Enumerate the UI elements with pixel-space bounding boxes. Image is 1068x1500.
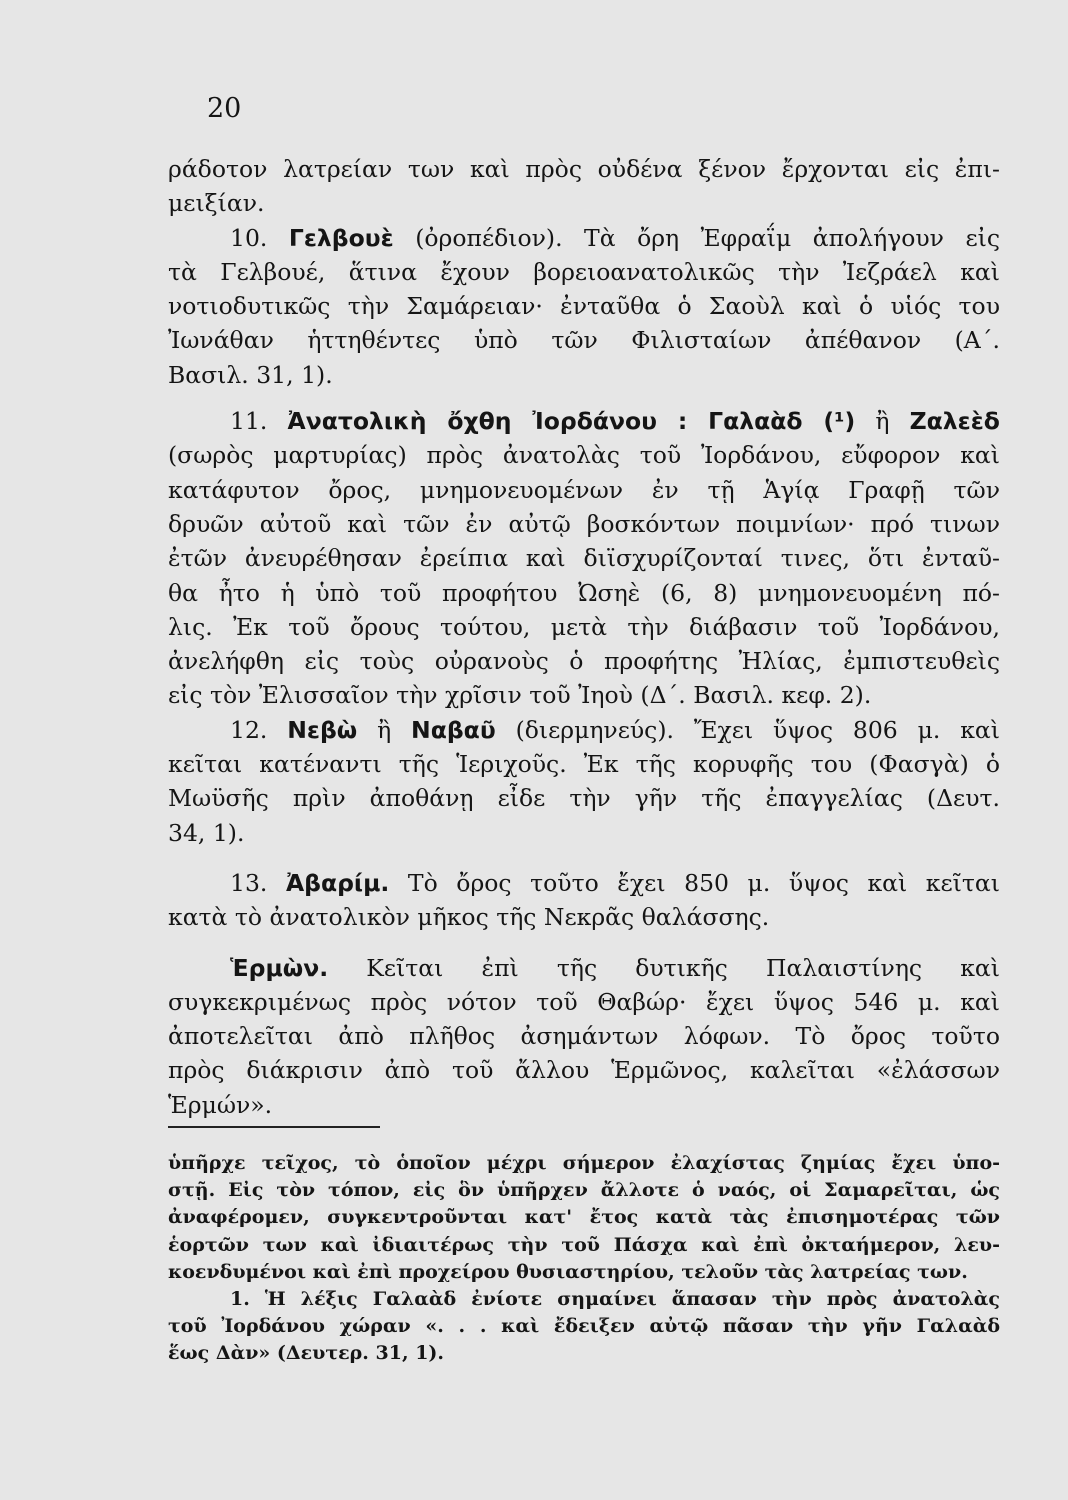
text-run: Τὸ ὄρος τοῦτο ἔχει 850 μ. ὕψος καὶ κεῖται [407,868,1000,897]
entry-heading-hermon: Ἑρμὼν. [230,953,329,982]
text-line: κατὰ τὸ ἀνατολικὸν μῆκος τῆς Νεκρᾶς θαλάσσης. [168,903,770,932]
text-line: Βασιλ. 31, 1). [168,360,333,389]
text-line: ράδοτον λατρείαν των καὶ πρὸς οὐδένα ξένον ἔρχονται εἰς ἐπι- [168,155,1000,183]
text-line: ἀνελήφθη εἰς τοὺς οὐρανοὺς ὁ προφήτης Ἠλίας, ἐμπιστευθεὶς [168,647,1000,676]
paragraph-number: 11. [230,407,268,436]
text-line: Ἰωνάθαν ἡττηθέντες ὑπὸ τῶν Φιλισταίων ἀπέθανον (Α΄. [168,326,1000,355]
text-line: εἰς τὸν Ἐλισσαῖον τὴν χρῖσιν τοῦ Ἰηοὺ (Δ΄. Βασιλ. κεφ. 2). [168,681,872,710]
paragraph-12-first-line [168,713,1000,747]
entry-heading-avarim: Ἀβαρίμ. [285,868,390,897]
paragraph-number: 12. [230,715,268,744]
text-line: Μωϋσῆς πρὶν ἀποθάνῃ εἶδε τὴν γῆν τῆς ἐπαγγελίας (Δευτ. [168,784,1000,813]
entry-heading-gelboue: Γελβουὲ [288,223,394,252]
paragraph-10-first-line [168,221,1000,255]
text-line: λις. Ἐκ τοῦ ὄρους τούτου, μετὰ τὴν διάβασιν τοῦ Ἰορδάνου, [168,612,1000,641]
entry-heading-nevo: Νεβὼ [287,715,358,744]
footnote-line: κοενδυμένοι καὶ ἐπὶ προχείρου θυσιαστηρίου, τελοῦν τὰς λατρείας των. [168,1260,968,1283]
text-line: πρὸς διάκρισιν ἀπὸ τοῦ ἄλλου Ἑρμῶνος, καλεῖται «ἐλάσσων [168,1056,1000,1085]
text-line: μειξίαν. [168,189,265,218]
page-number: 20 [207,93,242,124]
text-line: κεῖται κατέναντι τῆς Ἱεριχοῦς. Ἐκ τῆς κορυφῆς του (Φασγὰ) ὁ [168,750,1000,779]
footnote-line: ἑορτῶν των καὶ ἰδιαιτέρως τὴν τοῦ Πάσχα καὶ ἐπὶ ὀκταήμερον, λευ- [168,1233,1000,1256]
main-text [168,152,1000,1122]
text-run: (ὀροπέδιον). Τὰ ὄρη Ἐφραΐμ ἀπολήγουν εἰς [415,223,1000,252]
text-line: δρυῶν αὐτοῦ καὶ τῶν ἐν αὐτῷ βοσκόντων ποιμνίων· πρό τινων [168,509,1000,538]
text-line: (σωρὸς μαρτυρίας) πρὸς ἀνατολὰς τοῦ Ἰορδάνου, εὔφορον καὶ [168,441,1000,470]
footnote-line: ἕως Δὰν» (Δευτερ. 31, 1). [168,1342,445,1365]
footnote-line: στῇ. Εἰς τὸν τόπον, εἰς ὃν ὑπῆρχεν ἄλλοτε ὁ ναός, οἱ Σαμαρεῖται, ὡς [168,1179,1000,1202]
footnote-1-line: 1. Ἡ λέξις Γαλαὰδ ἐνίοτε σημαίνει ἅπασαν τὴν πρὸς ἀνατολὰς [230,1287,1000,1310]
text-line: θα ἦτο ἡ ὑπὸ τοῦ προφήτου Ὠσηὲ (6, 8) μνημονευομένη πό- [168,578,1000,607]
footnote-line: τοῦ Ἰορδάνου χώραν «. . . καὶ ἔδειξεν αὐτῷ πᾶσαν τὴν γῆν Γαλαὰδ [168,1315,1000,1338]
paragraph-13-first-line [168,866,1000,900]
entry-heading-navau: Ναβαῦ [411,715,496,744]
paragraph-number: 10. [230,223,268,252]
text-line: συγκεκριμένως πρὸς νότον τοῦ Θαβώρ· ἔχει ὕψος 546 μ. καὶ [168,987,1000,1016]
paragraph-hermon-first-line [168,951,1000,985]
text-run: ἢ [377,715,392,744]
text-line: Ἑρμών». [168,1090,273,1119]
text-line: ἐτῶν ἀνευρέθησαν ἐρείπια καὶ διϊσχυρίζονταί τινες, ὅτι ἐνταῦ- [168,544,1000,573]
text-line: νοτιοδυτικῶς τὴν Σαμάρειαν· ἐνταῦθα ὁ Σαοὺλ καὶ ὁ υἱός του [168,292,1000,321]
text-line: τὰ Γελβουέ, ἅτινα ἔχουν βορειοανατολικῶς τὴν Ἰεζράελ καὶ [168,257,1000,286]
text-line: κατάφυτον ὄρος, μνημονευομένων ἐν τῇ Ἁγίᾳ Γραφῇ τῶν [168,475,1000,504]
text-line: ἀποτελεῖται ἀπὸ πλῆθος ἀσημάντων λόφων. Τὸ ὄρος τοῦτο [168,1022,1000,1051]
footnote-separator [168,1126,380,1128]
footnote-line: ὑπῆρχε τεῖχος, τὸ ὁποῖον μέχρι σήμερον ἐλαχίστας ζημίας ἔχει ὑπο- [168,1152,1000,1174]
paragraph-11-first-line [168,404,1000,438]
text-run: ἢ [875,407,890,436]
paragraph-number: 13. [230,868,268,897]
text-line: 34, 1). [168,818,245,847]
entry-heading-zaleed: Ζαλεὲδ [909,407,1000,436]
text-run: Κεῖται ἐπὶ τῆς δυτικῆς Παλαιστίνης καὶ [366,953,1000,982]
text-run: (διερμηνεύς). Ἔχει ὕψος 806 μ. καὶ [515,715,1000,744]
entry-heading-galaad: Ἀνατολικὴ ὄχθη Ἰορδάνου : Γαλαὰδ (¹) [287,407,856,436]
footnote-line: ἀναφέρομεν, συγκεντροῦνται κατ' ἔτος κατὰ τὰς ἐπισημοτέρας τῶν [168,1206,1000,1229]
footnotes [168,1150,1000,1368]
